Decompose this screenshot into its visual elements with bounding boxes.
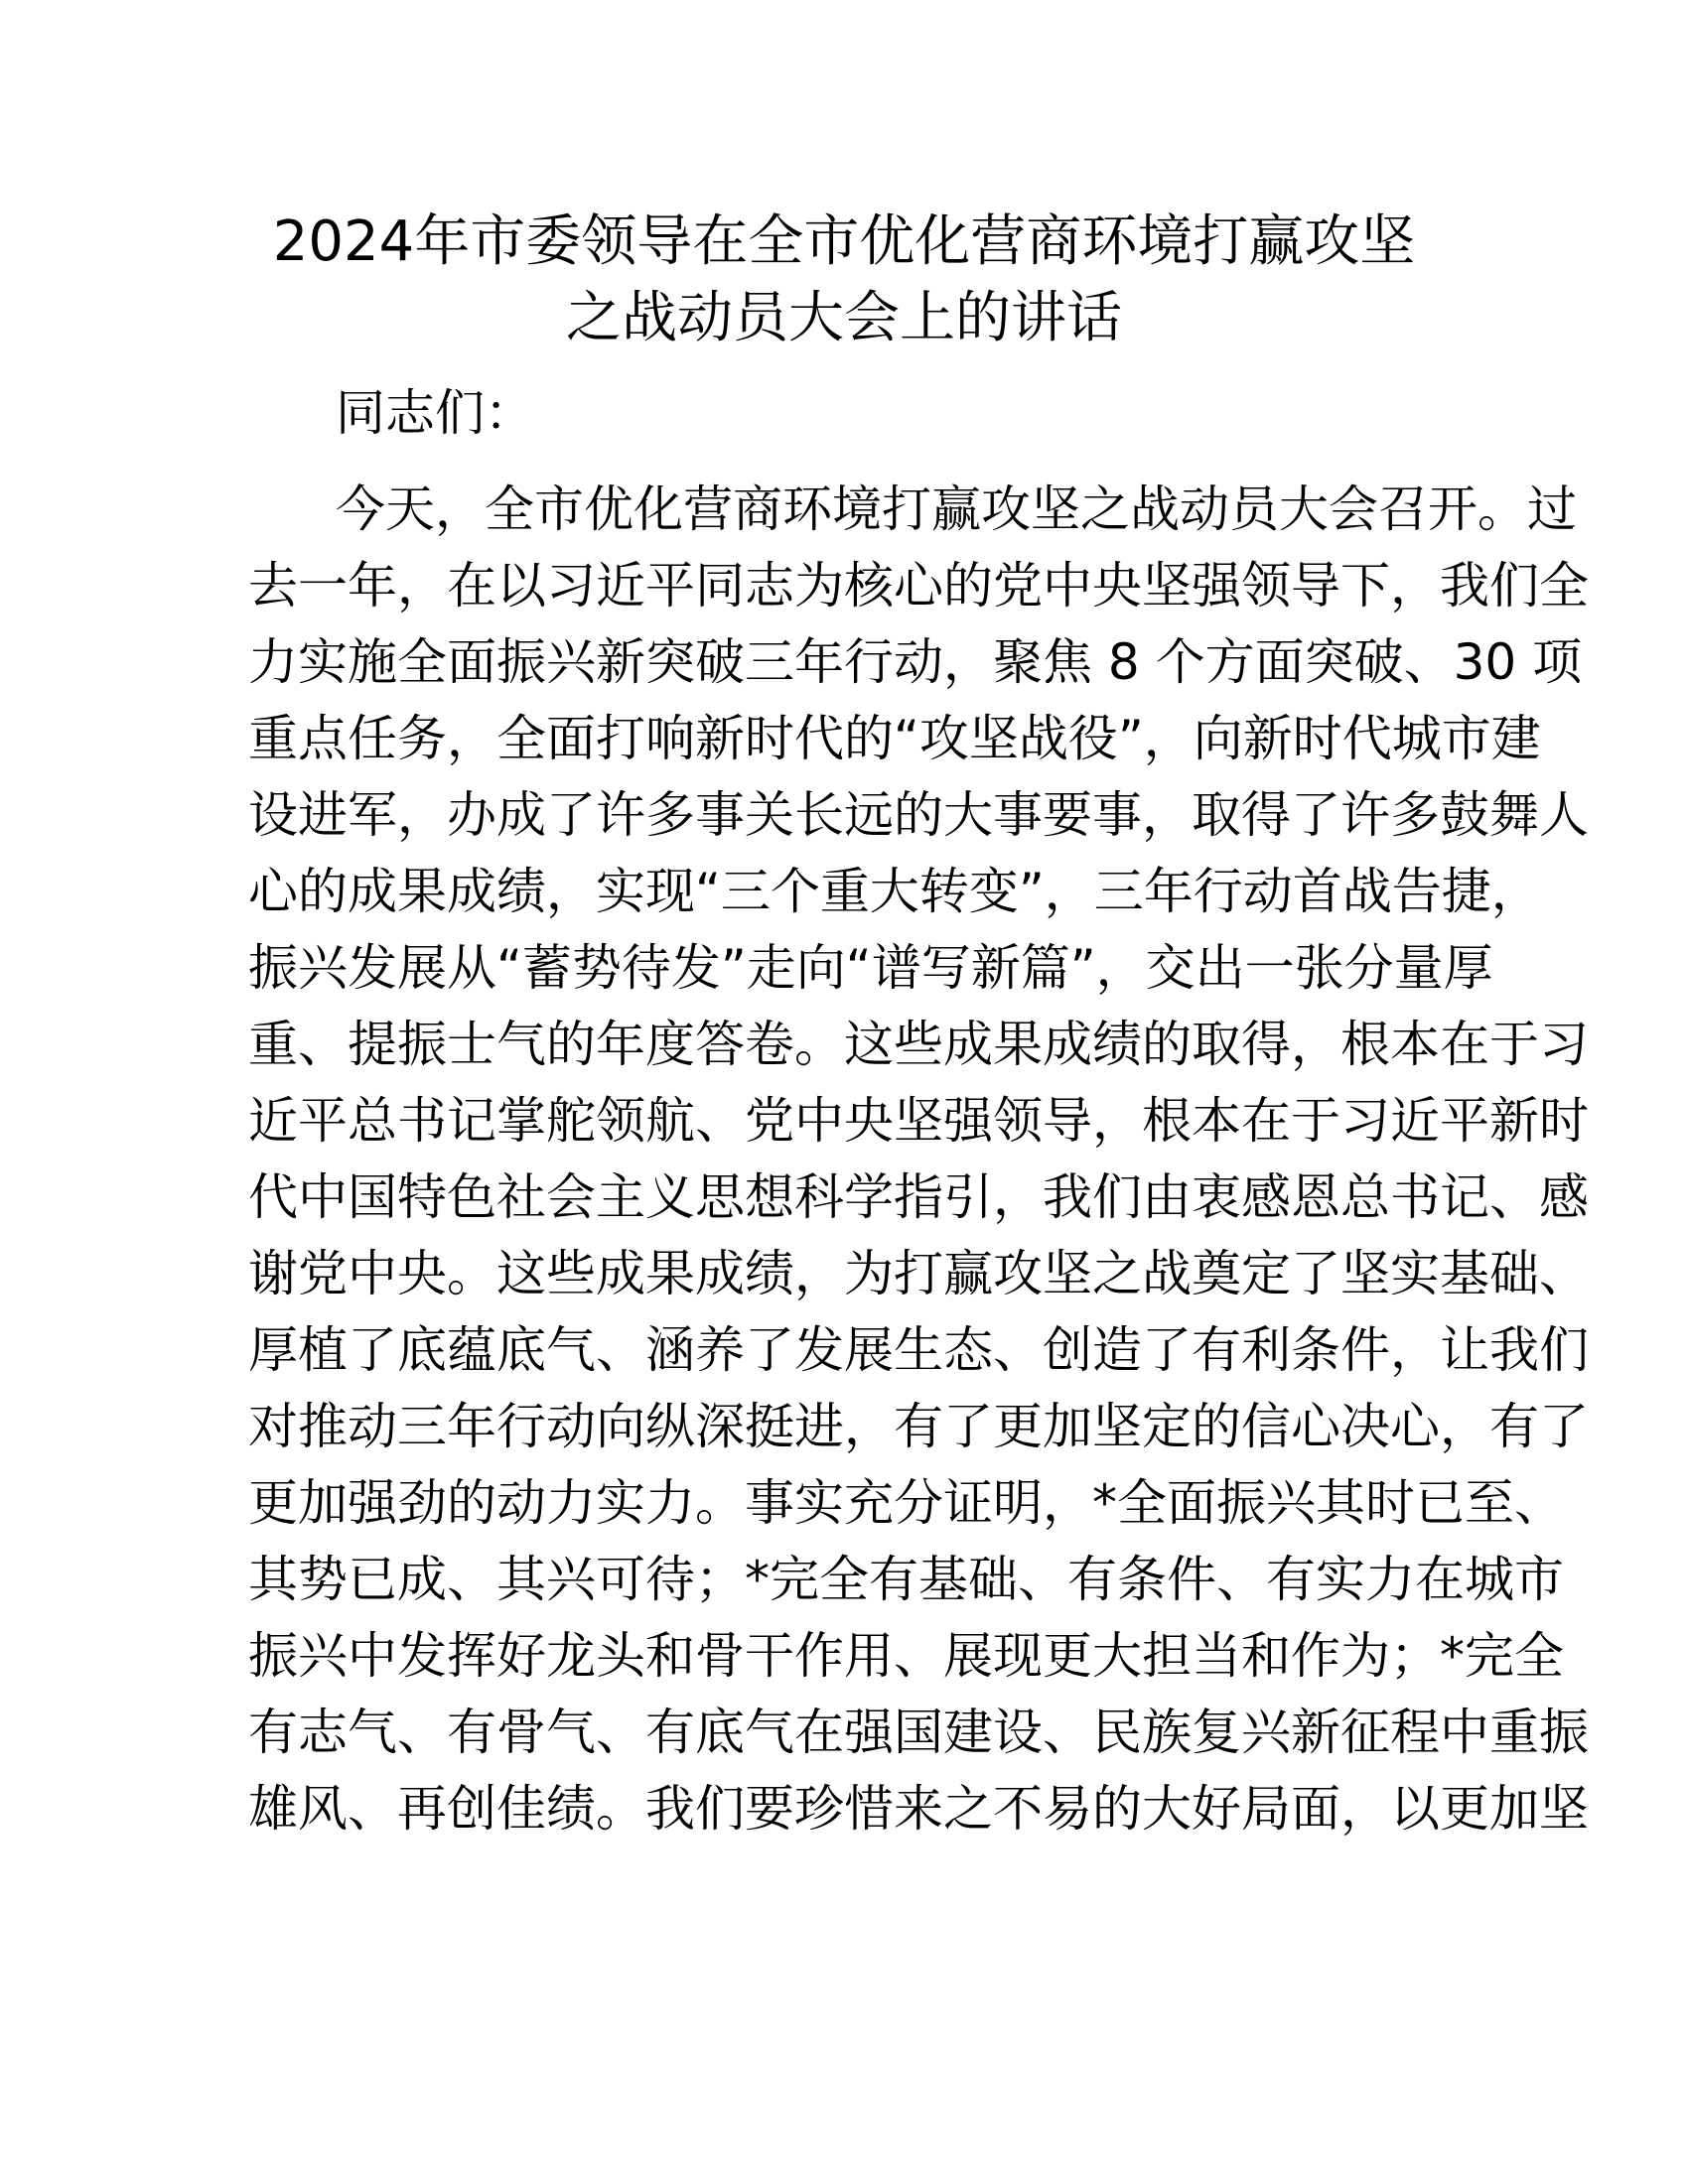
body-line: 振兴发展从“蓄势待发”走向“谱写新篇”，交出一张分量厚 [248, 939, 1493, 997]
body-line: 更加强劲的动力实力。事实充分证明，*全面振兴其时已至、 [248, 1474, 1564, 1532]
body-line: 谢党中央。这些成果成绩，为打赢攻坚之战奠定了坚实基础、 [248, 1245, 1589, 1302]
body-line: 振兴中发挥好龙头和骨干作用、展现更大担当和作为；*完全 [248, 1627, 1564, 1685]
body-line: 重点任务，全面打响新时代的“攻坚战役”，向新时代城市建 [248, 710, 1541, 767]
greeting: 同志们： [336, 384, 534, 442]
body-line: 对推动三年行动向纵深挺进，有了更加坚定的信心决心，有了 [248, 1398, 1589, 1455]
body-line: 雄风、再创佳绩。我们要珍惜来之不易的大好局面，以更加坚 [248, 1780, 1589, 1838]
body-line: 近平总书记掌舵领航、党中央坚强领导，根本在于习近平新时 [248, 1092, 1589, 1150]
body-line: 有志气、有骨气、有底气在强国建设、民族复兴新征程中重振 [248, 1704, 1589, 1761]
body-paragraph [248, 472, 1589, 1847]
body-line: 设进军，办成了许多事关长远的大事要事，取得了许多鼓舞人 [248, 786, 1589, 844]
body-line: 厚植了底蕴底气、涵养了发展生态、创造了有利条件，让我们 [248, 1321, 1589, 1379]
body-line: 重、提振士气的年度答卷。这些成果成绩的取得，根本在于习 [248, 1016, 1589, 1073]
body-line: 心的成果成绩，实现“三个重大转变”，三年行动首战告捷， [248, 863, 1541, 920]
body-line: 力实施全面振兴新突破三年行动，聚焦 8 个方面突破、30 项 [248, 633, 1583, 691]
body-line: 其势已成、其兴可待；*完全有基础、有条件、有实力在城市 [248, 1551, 1564, 1608]
document-title [228, 204, 1460, 356]
title-line-2: 之战动员大会上的讲话 [566, 286, 1122, 350]
title-line-1: 2024年市委领导在全市优化营商环境打赢攻坚 [272, 209, 1416, 274]
body-line: 去一年，在以习近平同志为核心的党中央坚强领导下，我们全 [248, 557, 1589, 614]
body-line: 今天，全市优化营商环境打赢攻坚之战动员大会召开。过 [336, 480, 1577, 538]
body-line: 代中国特色社会主义思想科学指引，我们由衷感恩总书记、感 [248, 1168, 1589, 1226]
